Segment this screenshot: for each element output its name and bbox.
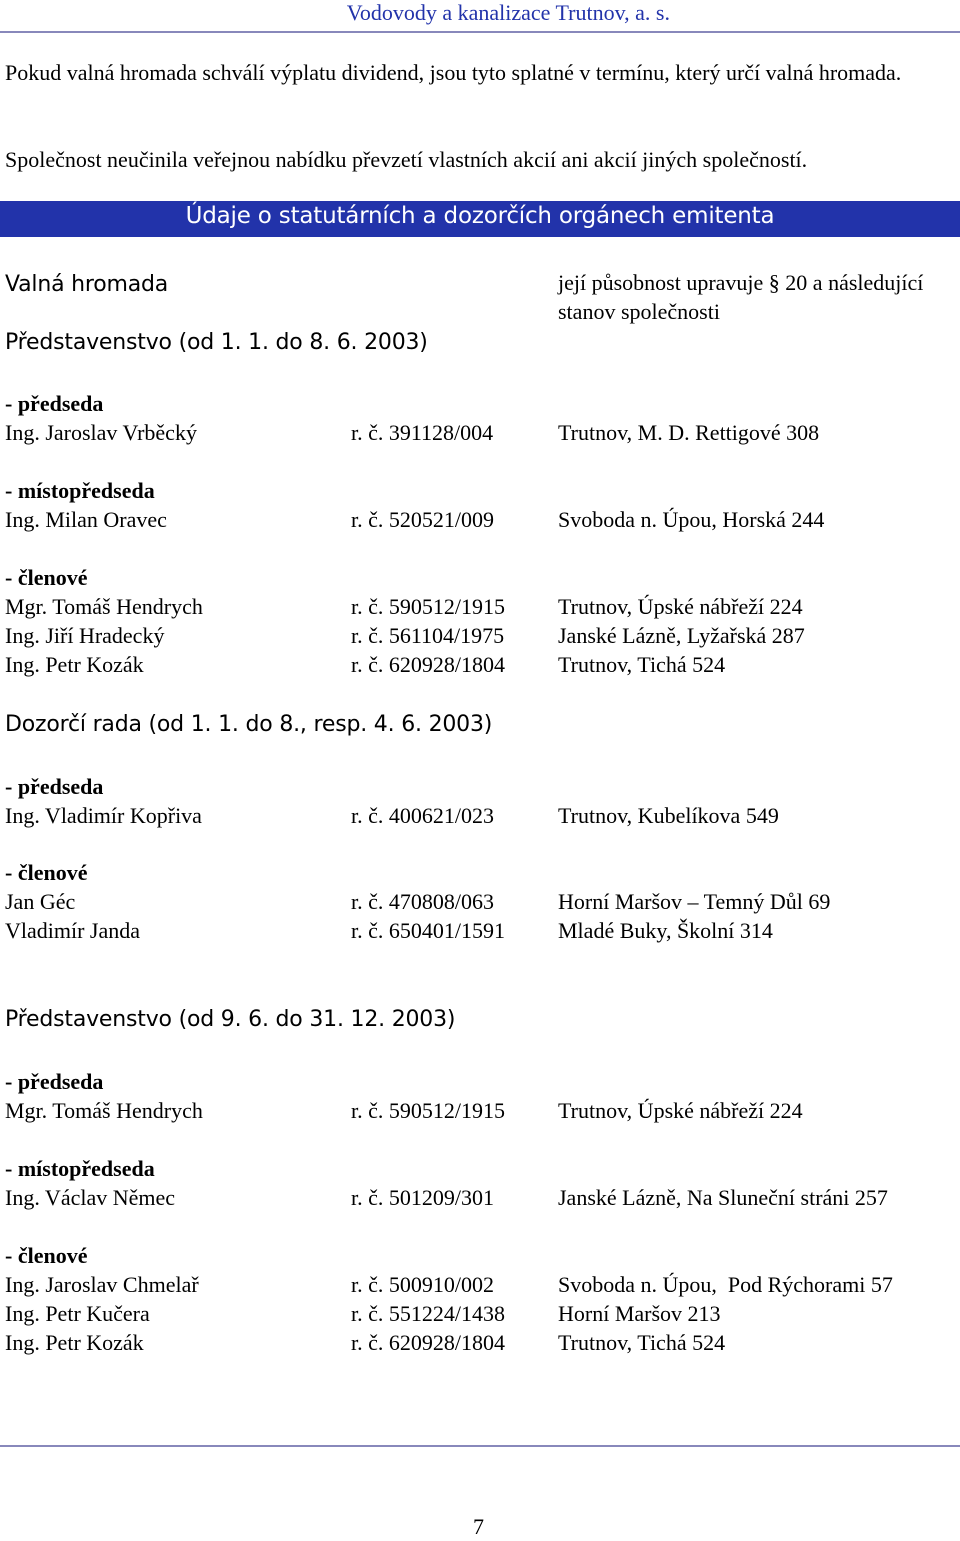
- supervisory-member-name: Vladimír Janda: [5, 918, 141, 943]
- supervisory-chair-name: Ing. Vladimír Kopřiva: [5, 803, 202, 828]
- board2-vice-id: r. č. 501209/301: [351, 1185, 494, 1210]
- board2-member-id: r. č. 500910/002: [351, 1272, 494, 1297]
- board1-vice-name: Ing. Milan Oravec: [5, 507, 167, 532]
- section-title: Údaje o statutárních a dozorčích orgánech emitenta: [185, 203, 775, 229]
- board2-heading: Představenstvo (od 9. 6. do 31. 12. 2003): [5, 1007, 456, 1032]
- board2-chair-address: Trutnov, Úpské nábřeží 224: [558, 1098, 803, 1123]
- board1-member-name: Ing. Petr Kozák: [5, 652, 144, 677]
- board2-member-address: Horní Maršov 213: [558, 1301, 721, 1326]
- board1-member-id: r. č. 590512/1915: [351, 594, 505, 619]
- board1-member-address: Trutnov, Úpské nábřeží 224: [558, 594, 803, 619]
- board2-vice-role: - místopředseda: [5, 1156, 155, 1181]
- board1-chair-address: Trutnov, M. D. Rettigové 308: [558, 420, 820, 445]
- board2-vice-address: Janské Lázně, Na Sluneční stráni 257: [558, 1185, 888, 1210]
- page-number: 7: [473, 1514, 484, 1539]
- board2-members-role: - členové: [5, 1243, 88, 1268]
- supervisory-member-address: Mladé Buky, Školní 314: [558, 918, 773, 943]
- board2-vice-name: Ing. Václav Němec: [5, 1185, 176, 1210]
- supervisory-chair-role: - předseda: [5, 774, 104, 799]
- board1-member-address: Janské Lázně, Lyžařská 287: [558, 623, 805, 648]
- board1-chair-name: Ing. Jaroslav Vrběcký: [5, 420, 197, 445]
- footer-divider: [0, 1445, 960, 1447]
- board2-member-id: r. č. 551224/1438: [351, 1301, 505, 1326]
- board2-member-name: Ing. Petr Kučera: [5, 1301, 150, 1326]
- supervisory-members-role: - členové: [5, 860, 88, 885]
- board2-member-name: Ing. Petr Kozák: [5, 1330, 144, 1355]
- board2-chair-name: Mgr. Tomáš Hendrych: [5, 1098, 203, 1123]
- board1-member-address: Trutnov, Tichá 524: [558, 652, 726, 677]
- board1-member-name: Mgr. Tomáš Hendrych: [5, 594, 203, 619]
- board2-member-address: Svoboda n. Úpou, Pod Rýchorami 57: [558, 1272, 893, 1297]
- board2-chair-role: - předseda: [5, 1069, 104, 1094]
- board2-member-id: r. č. 620928/1804: [351, 1330, 505, 1355]
- board1-vice-id: r. č. 520521/009: [351, 507, 494, 532]
- board1-chair-id: r. č. 391128/004: [351, 420, 494, 445]
- board1-member-id: r. č. 561104/1975: [351, 623, 505, 648]
- intro-paragraph-dividends: Pokud valná hromada schválí výplatu dividend, jsou tyto splatné v termínu, který určí valná hromada.: [5, 60, 902, 85]
- supervisory-chair-id: r. č. 400621/023: [351, 803, 494, 828]
- intro-paragraph-offer: Společnost neučinila veřejnou nabídku převzetí vlastních akcií ani akcií jiných společností.: [5, 147, 808, 172]
- board1-member-name: Ing. Jiří Hradecký: [5, 623, 165, 648]
- header-divider: [0, 31, 960, 33]
- supervisory-member-id: r. č. 470808/063: [351, 889, 494, 914]
- board1-members-role: - členové: [5, 565, 88, 590]
- board1-vice-role: - místopředseda: [5, 478, 155, 503]
- board1-chair-role: - předseda: [5, 391, 104, 416]
- supervisory-chair-address: Trutnov, Kubelíkova 549: [558, 803, 779, 828]
- supervisory-member-name: Jan Géc: [5, 889, 76, 914]
- board1-vice-address: Svoboda n. Úpou, Horská 244: [558, 507, 825, 532]
- supervisory-member-address: Horní Maršov – Temný Důl 69: [558, 889, 831, 914]
- board1-member-id: r. č. 620928/1804: [351, 652, 505, 677]
- supervisory-member-id: r. č. 650401/1591: [351, 918, 505, 943]
- supervisory-board-heading: Dozorčí rada (od 1. 1. do 8., resp. 4. 6. 2003): [5, 712, 493, 737]
- general-meeting-label: Valná hromada: [5, 272, 169, 297]
- general-meeting-description: její působnost upravuje § 20 a následující stanov společnosti: [558, 270, 924, 324]
- board2-chair-id: r. č. 590512/1915: [351, 1098, 505, 1123]
- header-title: Vodovody a kanalizace Trutnov, a. s.: [346, 0, 670, 25]
- board2-member-address: Trutnov, Tichá 524: [558, 1330, 726, 1355]
- board1-heading: Představenstvo (od 1. 1. do 8. 6. 2003): [5, 330, 428, 355]
- board2-member-name: Ing. Jaroslav Chmelař: [5, 1272, 199, 1297]
